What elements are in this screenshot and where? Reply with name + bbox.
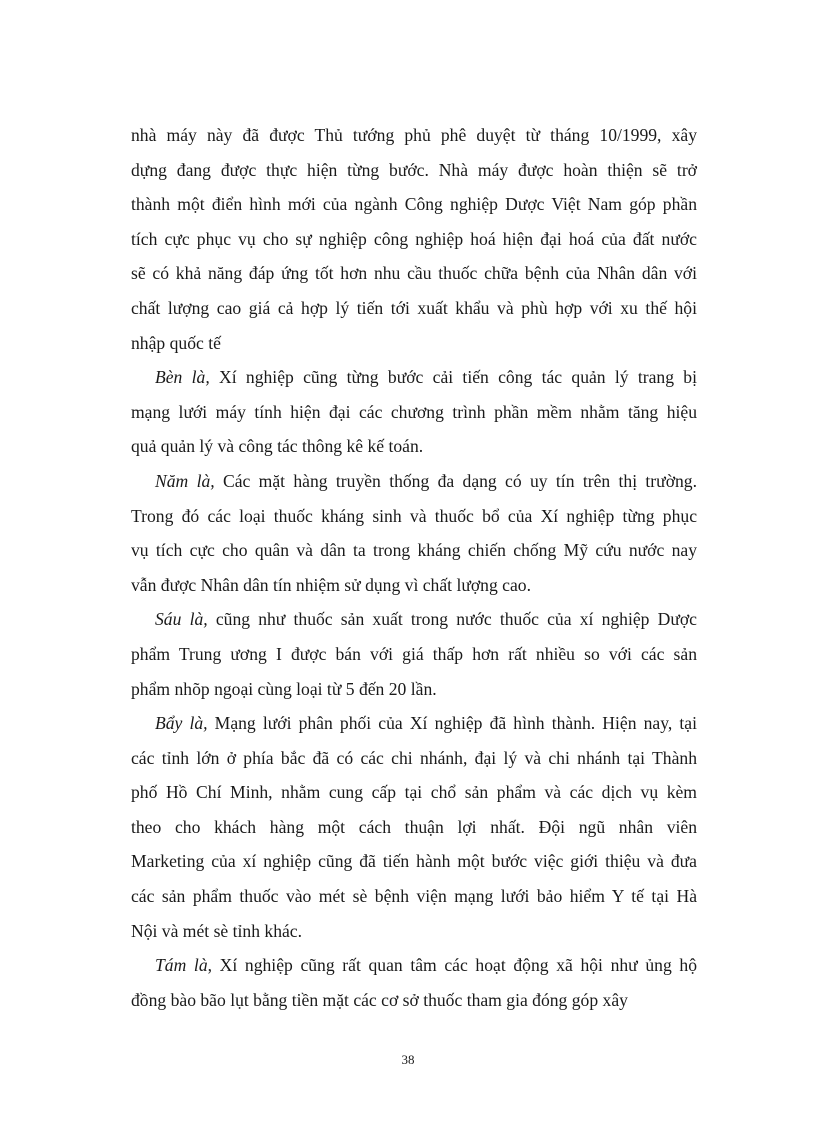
paragraph-lead: Bẩy là, xyxy=(155,713,208,734)
text-line xyxy=(131,395,697,430)
text-line xyxy=(131,118,697,153)
paragraph-lead: Năm là, xyxy=(155,470,215,491)
text-line xyxy=(131,153,697,188)
line-text: chất lượng cao giá cả hợp lý tiến tới xuất khẩu và phù hợp với xu thế hội xyxy=(131,297,697,318)
line-text: Trong đó các loại thuốc kháng sinh và thuốc bổ của Xí nghiệp từng phục xyxy=(131,505,697,526)
line-text: vẫn được Nhân dân tín nhiệm sử dụng vì chất lượng cao. xyxy=(131,574,531,595)
line-text: các tỉnh lớn ở phía bắc đã có các chi nhánh, đại lý và chi nhánh tại Thành xyxy=(131,747,697,768)
text-line xyxy=(131,291,697,326)
line-text: phẩm Trung ương I được bán với giá thấp hơn rất nhiều so với các sản xyxy=(131,643,697,664)
line-text: , Xí nghiệp cũng rất quan tâm các hoạt động xã hội như ủng hộ xyxy=(207,955,697,976)
text-line xyxy=(131,672,697,707)
text-line xyxy=(131,741,697,776)
line-text: Xí nghiệp cũng từng bước cải tiến công tác quản lý trang bị xyxy=(209,367,697,388)
line-text: thành một điển hình mới của ngành Công nghiệp Dược Việt Nam góp phần xyxy=(131,194,697,215)
line-text: nhập quốc tế xyxy=(131,332,221,353)
text-line xyxy=(131,326,697,361)
paragraph-start xyxy=(131,706,697,741)
text-line xyxy=(131,187,697,222)
line-text: vụ tích cực cho quân và dân ta trong kháng chiến chống Mỹ cứu nước nay xyxy=(131,540,697,561)
text-line xyxy=(131,533,697,568)
text-line xyxy=(131,429,697,464)
text-line xyxy=(131,879,697,914)
paragraph-lead: Sáu là, xyxy=(155,609,208,630)
line-text: mạng lưới máy tính hiện đại các chương trình phần mềm nhằm tăng hiệu xyxy=(131,401,697,422)
paragraph-start xyxy=(131,464,697,499)
line-text: các sản phẩm thuốc vào mét sè bệnh viện mạng lưới bảo hiểm Y tế tại Hà xyxy=(131,886,697,907)
page-number: 38 xyxy=(401,1052,415,1067)
paragraph-lead: Bèn là, xyxy=(155,367,210,388)
body-text xyxy=(131,118,697,1017)
paragraph-start xyxy=(131,360,697,395)
line-text: cũng như thuốc sản xuất trong nước thuốc của xí nghiệp Dược xyxy=(207,609,697,630)
line-text: Marketing của xí nghiệp cũng đã tiến hành một bước việc giới thiệu và đưa xyxy=(131,851,697,872)
line-text: phẩm nhõp ngoại cùng loại từ 5 đến 20 lần. xyxy=(131,678,437,699)
paragraph-start xyxy=(131,602,697,637)
line-text: theo cho khách hàng một cách thuận lợi nhất. Đội ngũ nhân viên xyxy=(131,816,697,837)
paragraph-lead: Tám là xyxy=(155,955,208,976)
text-line xyxy=(131,222,697,257)
text-line xyxy=(131,568,697,603)
line-text: Nội và mét sè tỉnh khác. xyxy=(131,920,303,941)
text-line xyxy=(131,810,697,845)
text-line xyxy=(131,914,697,949)
text-line xyxy=(131,775,697,810)
line-text: sẽ có khả năng đáp ứng tốt hơn nhu cầu thuốc chữa bệnh của Nhân dân với xyxy=(131,263,697,284)
text-line xyxy=(131,499,697,534)
line-text: phố Hồ Chí Minh, nhằm cung cấp tại chổ sản phẩm và các dịch vụ kèm xyxy=(131,782,697,803)
line-text: tích cực phục vụ cho sự nghiệp công nghiệp hoá hiện đại hoá của đất nước xyxy=(131,228,697,249)
paragraph-start xyxy=(131,948,697,983)
line-text: đồng bào bão lụt bằng tiền mặt các cơ sở thuốc tham gia đóng góp xây xyxy=(131,989,628,1010)
line-text: Các mặt hàng truyền thống đa dạng có uy tín trên thị trường. xyxy=(214,470,697,491)
text-line xyxy=(131,983,697,1018)
line-text: dựng đang được thực hiện từng bước. Nhà máy được hoàn thiện sẽ trở xyxy=(131,159,697,180)
text-line xyxy=(131,256,697,291)
line-text: quả quản lý và công tác thông kê kế toán. xyxy=(131,436,424,457)
line-text: nhà máy này đã được Thủ tướng phủ phê duyệt từ tháng 10/1999, xây xyxy=(131,125,697,145)
line-text: Mạng lưới phân phối của Xí nghiệp đã hình thành. Hiện nay, tại xyxy=(207,713,697,734)
text-line xyxy=(131,844,697,879)
text-line xyxy=(131,637,697,672)
